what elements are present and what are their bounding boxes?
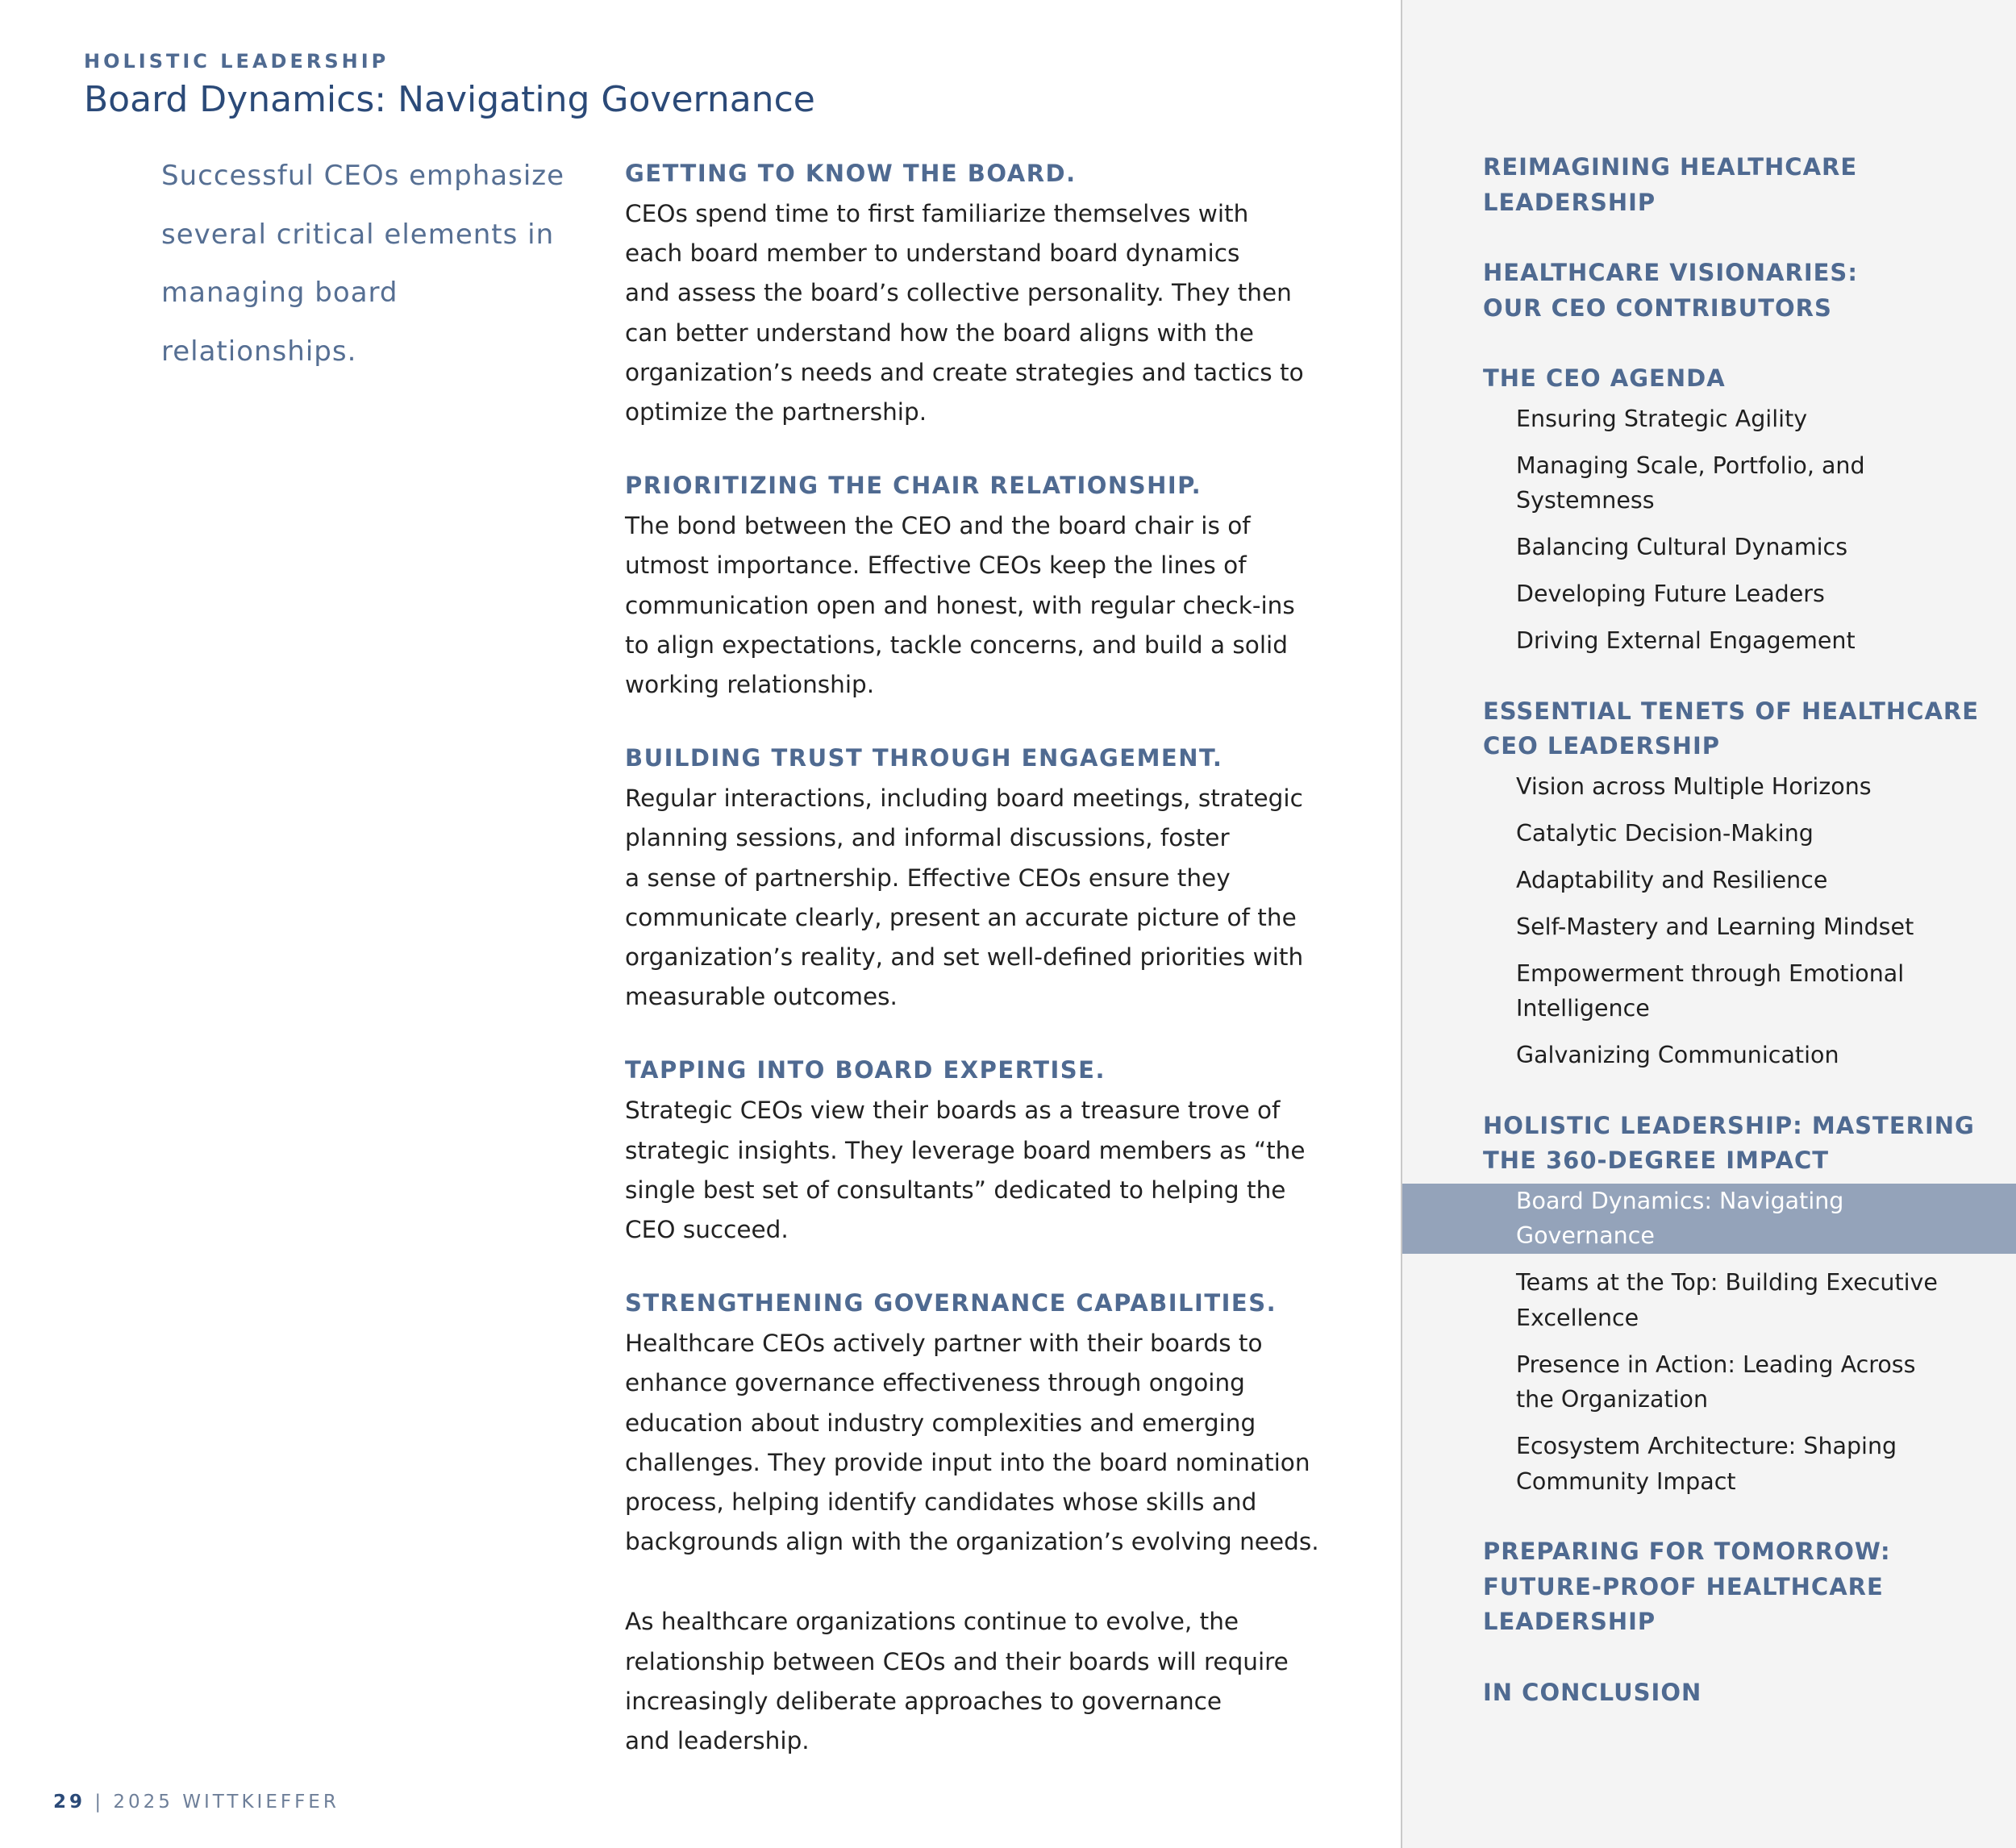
toc-heading-ceo-agenda[interactable]: THE CEO AGENDA <box>1483 364 1726 392</box>
toc-items <box>1402 1184 2016 1500</box>
section-eyebrow: HOLISTIC LEADERSHIP <box>84 50 389 73</box>
toc-heading-preparing-tomorrow[interactable]: PREPARING FOR TOMORROW: FUTURE-PROOF HEALTHCARE LEADERSHIP <box>1483 1538 1891 1635</box>
section-building-trust <box>625 742 1367 1017</box>
section-body: Healthcare CEOs actively partner with their boards to enhance governance effectiveness through ongoing education about industry complexities and emerging challenges. They provide input into the board nomination process, helping identify candidates whose skills and backgrounds align with the organization’s evolving needs. <box>625 1330 1319 1556</box>
section-board-expertise <box>625 1054 1367 1250</box>
footer-publisher: 2025 WITTKIEFFER <box>113 1792 339 1813</box>
page-title: Board Dynamics: Navigating Governance <box>84 79 815 120</box>
toc-heading-visionaries[interactable]: HEALTHCARE VISIONARIES: OUR CEO CONTRIBUTORS <box>1483 259 1858 322</box>
toc-heading-holistic-leadership[interactable]: HOLISTIC LEADERSHIP: MASTERING THE 360-DEGREE IMPACT <box>1483 1111 1975 1174</box>
toc-item-decision-making[interactable]: Catalytic Decision-Making <box>1516 819 1814 847</box>
toc-group-preparing-tomorrow <box>1402 1534 2016 1640</box>
toc-group-ceo-agenda <box>1402 361 2016 659</box>
section-chair-relationship <box>625 469 1367 705</box>
toc-heading-conclusion[interactable]: IN CONCLUSION <box>1483 1678 1702 1706</box>
section-heading: BUILDING TRUST THROUGH ENGAGEMENT. <box>625 744 1223 772</box>
toc-group-reimagining <box>1402 150 2016 220</box>
pull-quote: Successful CEOs emphasize several critical elements in managing board relationships. <box>161 160 565 368</box>
page-footer <box>53 1792 339 1813</box>
section-body: Strategic CEOs view their boards as a treasure trove of strategic insights. They leverage board members as “the single best set of consultants” dedicated to helping the CEO succeed. <box>625 1097 1306 1244</box>
toc-item-strategic-agility[interactable]: Ensuring Strategic Agility <box>1516 405 1808 432</box>
toc-item-future-leaders[interactable]: Developing Future Leaders <box>1516 581 1825 607</box>
toc-group-visionaries <box>1402 256 2016 326</box>
section-body: The bond between the CEO and the board chair is of utmost importance. Effective CEOs keep the lines of communication open and honest, with regular check-ins to align expectations, tackle concerns, and build a solid working relationship. <box>625 512 1295 699</box>
toc-group-essential-tenets <box>1402 694 2016 1073</box>
section-body: CEOs spend time to first familiarize themselves with each board member to understand board dynamics and assess the board’s collective personality. They then can better understand how the board aligns with the organization’s needs and create strategies and tactics to optimize the partnership. <box>625 200 1304 427</box>
toc-group-conclusion <box>1402 1675 2016 1711</box>
toc-item-self-mastery[interactable]: Self-Mastery and Learning Mindset <box>1516 913 1914 940</box>
section-governance-capabilities <box>625 1287 1367 1562</box>
toc-item-board-dynamics-active[interactable]: Board Dynamics: Navigating Governance <box>1402 1184 2016 1254</box>
table-of-contents-sidebar <box>1401 0 2016 1848</box>
section-getting-to-know <box>625 157 1367 432</box>
toc-item-adaptability[interactable]: Adaptability and Resilience <box>1516 866 1828 893</box>
section-body: Regular interactions, including board meetings, strategic planning sessions, and informal discussions, foster a sense of partnership. Effective CEOs ensure they communicate clearly, present an accurate picture of the organization’s reality, and set well-defined priorities with measurable outcomes. <box>625 785 1304 1011</box>
toc-item-emotional-intelligence[interactable]: Empowerment through Emotional Intelligence <box>1516 959 1905 1022</box>
toc-nav <box>1402 150 2016 1746</box>
toc-heading-essential-tenets[interactable]: ESSENTIAL TENETS OF HEALTHCARE CEO LEADERSHIP <box>1483 697 1980 760</box>
toc-items <box>1402 769 2016 1073</box>
footer-separator: | <box>85 1792 114 1813</box>
toc-item-cultural-dynamics[interactable]: Balancing Cultural Dynamics <box>1516 534 1848 560</box>
section-heading: STRENGTHENING GOVERNANCE CAPABILITIES. <box>625 1289 1277 1317</box>
page-number: 29 <box>53 1792 86 1813</box>
toc-items <box>1402 402 2016 659</box>
section-heading: TAPPING INTO BOARD EXPERTISE. <box>625 1056 1106 1084</box>
closing-paragraph: As healthcare organizations continue to evolve, the relationship between CEOs and their boards will require increasingly deliberate approaches to governance and leadership. <box>625 1608 1289 1755</box>
toc-item-presence-in-action[interactable]: Presence in Action: Leading Across the Organization <box>1516 1351 1916 1413</box>
toc-item-teams-at-top[interactable]: Teams at the Top: Building Executive Excellence <box>1516 1269 1938 1331</box>
toc-item-vision-horizons[interactable]: Vision across Multiple Horizons <box>1516 772 1872 800</box>
toc-heading-reimagining[interactable]: REIMAGINING HEALTHCARE LEADERSHIP <box>1483 153 1858 216</box>
toc-item-ecosystem-architecture[interactable]: Ecosystem Architecture: Shaping Community Impact <box>1516 1433 1897 1495</box>
section-heading: PRIORITIZING THE CHAIR RELATIONSHIP. <box>625 472 1202 500</box>
toc-group-holistic-leadership <box>1402 1109 2016 1500</box>
toc-item-galvanizing-communication[interactable]: Galvanizing Communication <box>1516 1042 1839 1068</box>
toc-item-external-engagement[interactable]: Driving External Engagement <box>1516 627 1856 654</box>
article-body <box>625 157 1367 1761</box>
section-heading: GETTING TO KNOW THE BOARD. <box>625 160 1077 187</box>
toc-item-scale-portfolio[interactable]: Managing Scale, Portfolio, and Systemness <box>1516 452 1865 514</box>
